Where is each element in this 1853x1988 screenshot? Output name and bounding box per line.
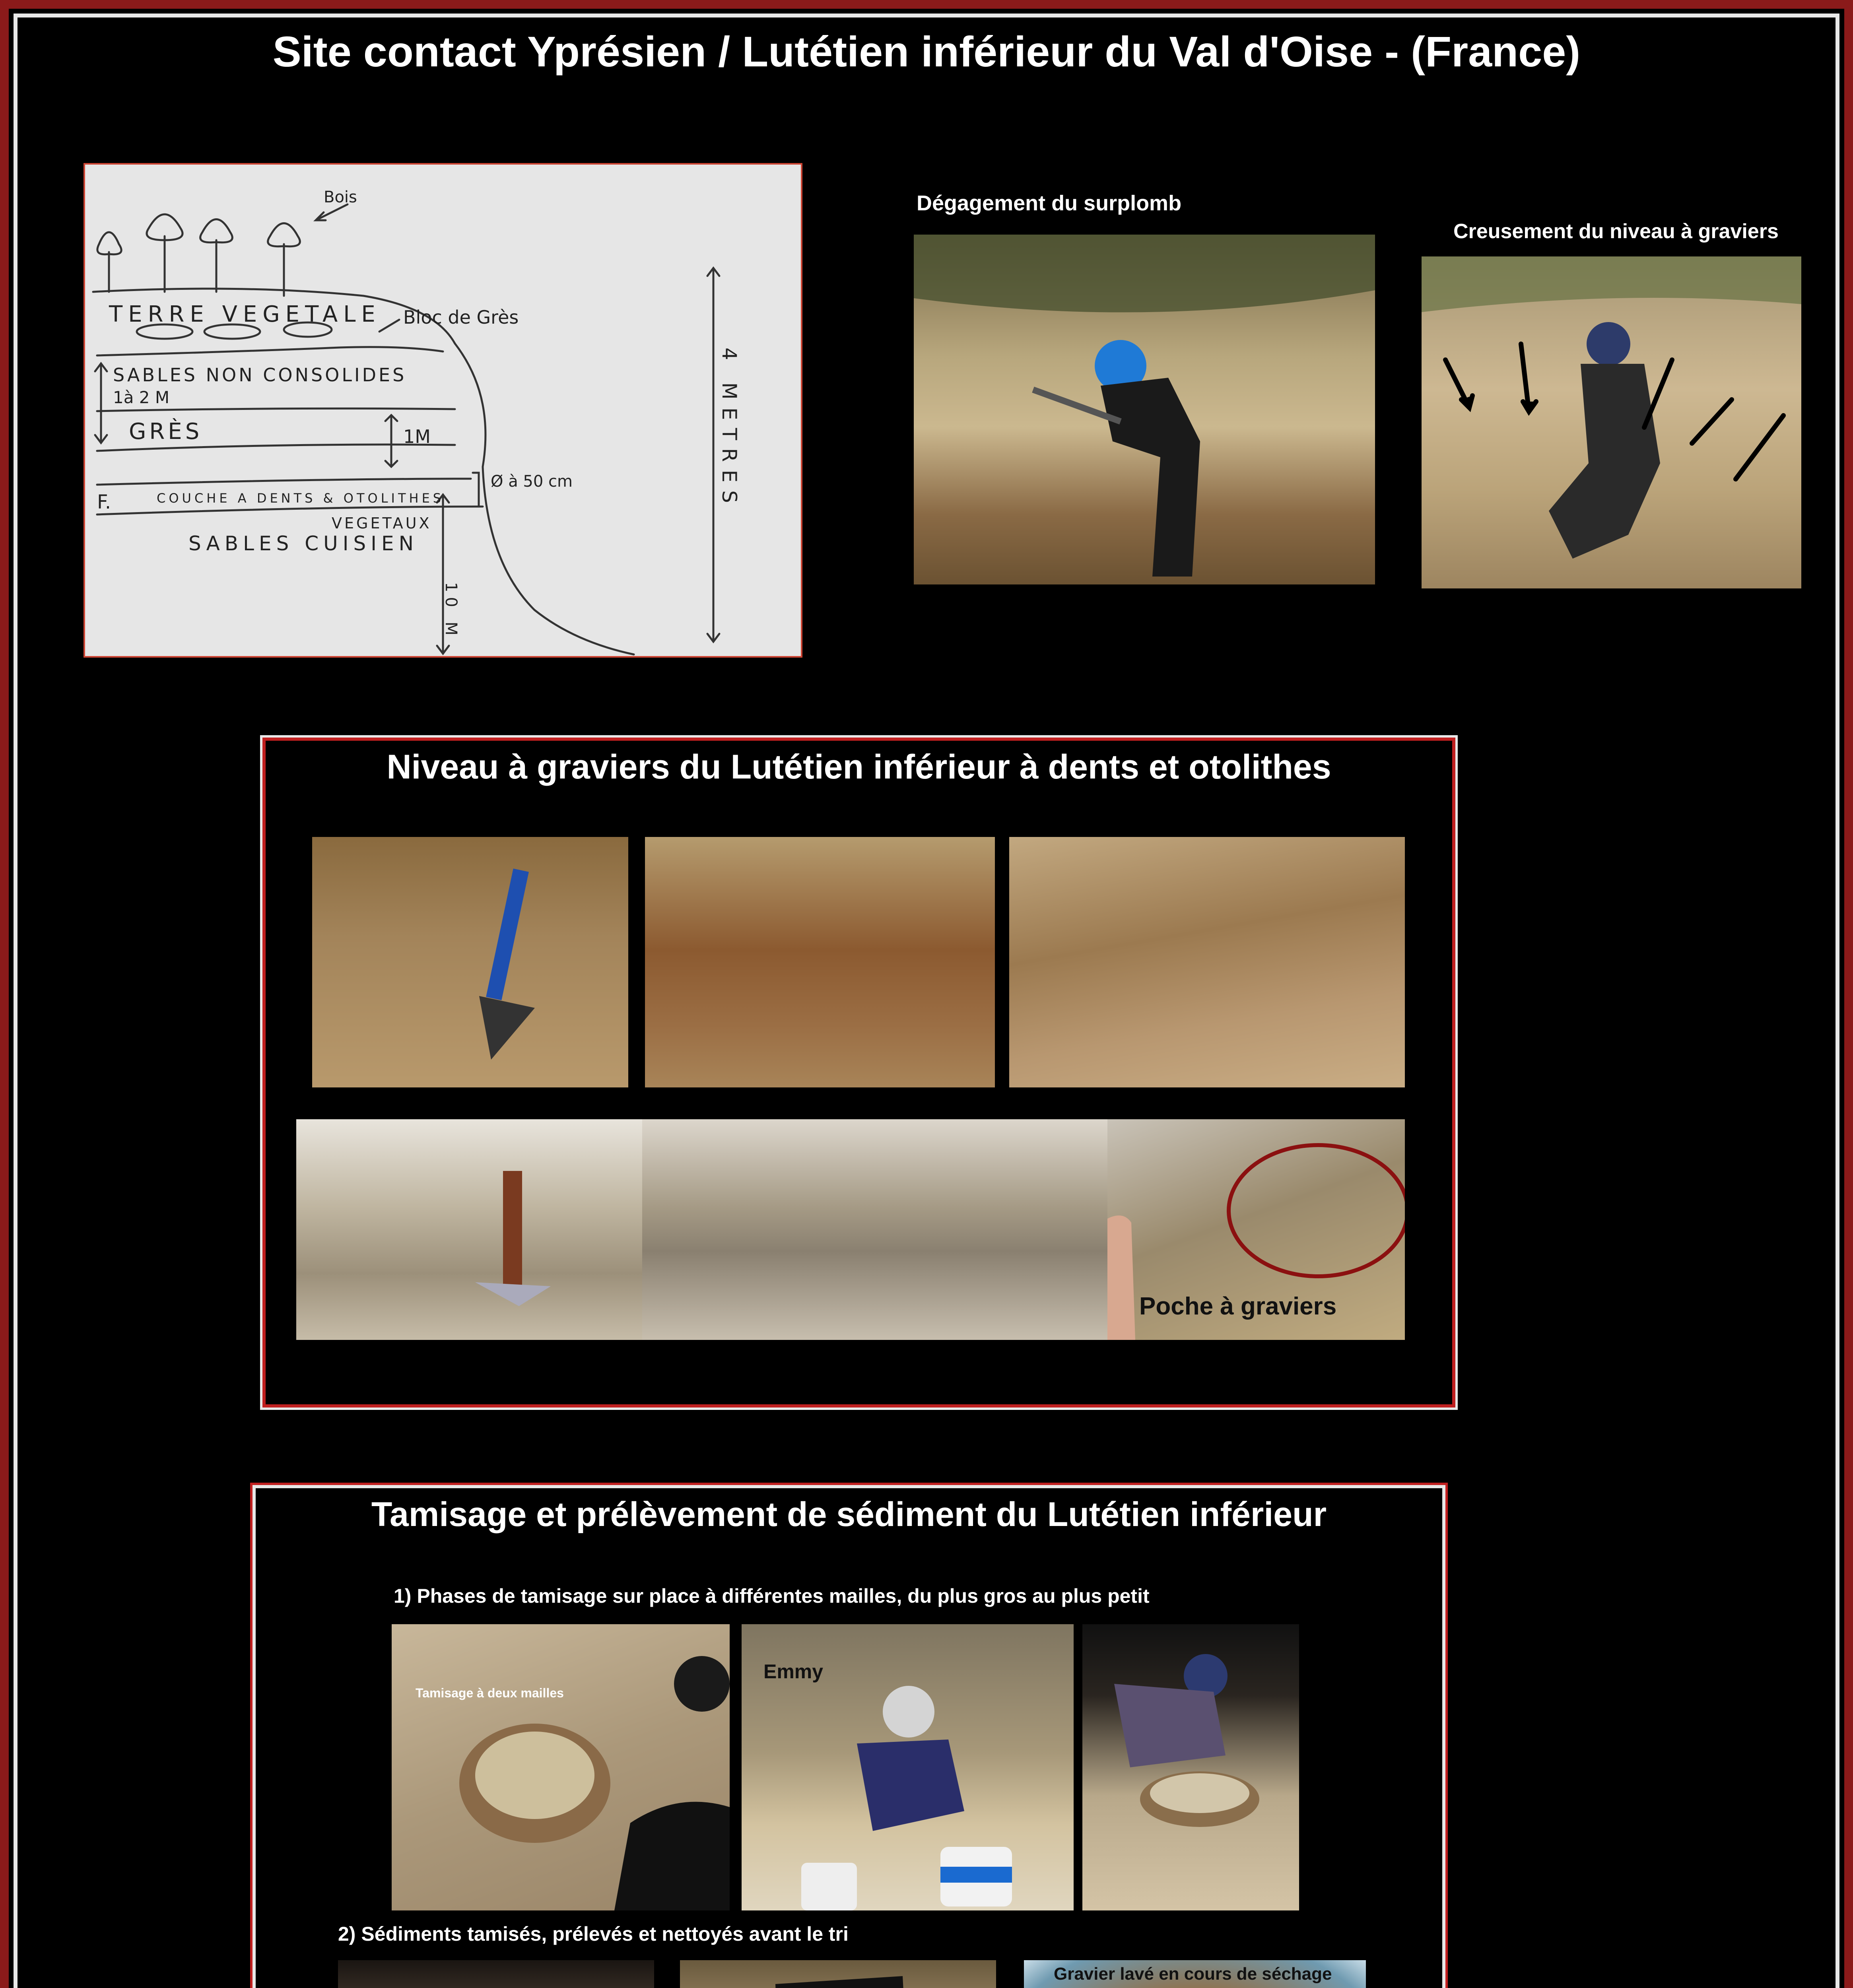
- caption-creusement: Creusement du niveau à graviers: [1453, 220, 1779, 243]
- sketch-text-bloc: Bloc de Grès: [403, 307, 519, 328]
- photo-gravel-3: [1009, 837, 1405, 1087]
- geology-sketch: [84, 163, 802, 658]
- sketch-text-sables-cuisien: SABLES CUISIEN: [188, 532, 418, 555]
- photo-gravel-2: [645, 837, 995, 1087]
- sketch-text-gres: GRÈS: [129, 419, 203, 445]
- sketch-text-f: F.: [97, 491, 111, 513]
- sketch-text-couche: COUCHE A DENTS & OTOLITHES: [157, 491, 445, 506]
- photo-surplomb: [914, 235, 1375, 584]
- photo-sediments-2: [680, 1960, 996, 1988]
- photo-tamisage-3: [1082, 1624, 1299, 1910]
- sketch-text-bois: Bois: [324, 188, 357, 206]
- photo-gravel-panorama: [642, 1119, 1107, 1340]
- sketch-text-diam: Ø à 50 cm: [491, 472, 573, 491]
- section-gravel-title: Niveau à graviers du Lutétien inférieur à dents et otolithes: [387, 748, 1331, 786]
- sketch-text-1m: 1M: [403, 426, 431, 447]
- sketch-text-sables: SABLES NON CONSOLIDES: [113, 364, 407, 386]
- sketch-text-range: 1à 2 M: [113, 388, 170, 407]
- photo-gravel-hammer-2: [296, 1119, 642, 1340]
- sketch-text-vegetaux: VEGETAUX: [332, 514, 432, 532]
- tamisage-label: Tamisage à deux mailles: [416, 1686, 564, 1700]
- sketch-text-10m: 10 M: [442, 582, 460, 641]
- poche-label: Poche à graviers: [1139, 1293, 1337, 1320]
- sieving-step-1: 1) Phases de tamisage sur place à différentes mailles, du plus gros au plus petit: [394, 1585, 1150, 1607]
- emmy-label: Emmy: [763, 1660, 824, 1683]
- photo-gravel-hammer-1: [312, 837, 628, 1087]
- photo-poche-graviers: [1107, 1119, 1405, 1340]
- photo-emmy: [742, 1624, 1074, 1910]
- caption-surplomb: Dégagement du surplomb: [917, 191, 1182, 215]
- photo-creusement: [1422, 256, 1801, 588]
- gravier-label: Gravier lavé en cours de séchage: [1054, 1964, 1332, 1984]
- photo-sediments-1: [338, 1960, 654, 1988]
- photo-tamisage-deux-mailles: [392, 1624, 730, 1910]
- section-sieving-title: Tamisage et prélèvement de sédiment du Lutétien inférieur: [371, 1495, 1327, 1534]
- sieving-step-2: 2) Sédiments tamisés, prélevés et nettoyés avant le tri: [338, 1923, 849, 1945]
- sketch-text-terre: TERRE VEGETALE: [109, 301, 381, 327]
- photo-gravier-lave: [1024, 1960, 1366, 1988]
- sketch-text-4m: 4 METRES: [718, 348, 741, 511]
- page-title: Site contact Yprésien / Lutétien inférieur du Val d'Oise - (France): [272, 27, 1581, 76]
